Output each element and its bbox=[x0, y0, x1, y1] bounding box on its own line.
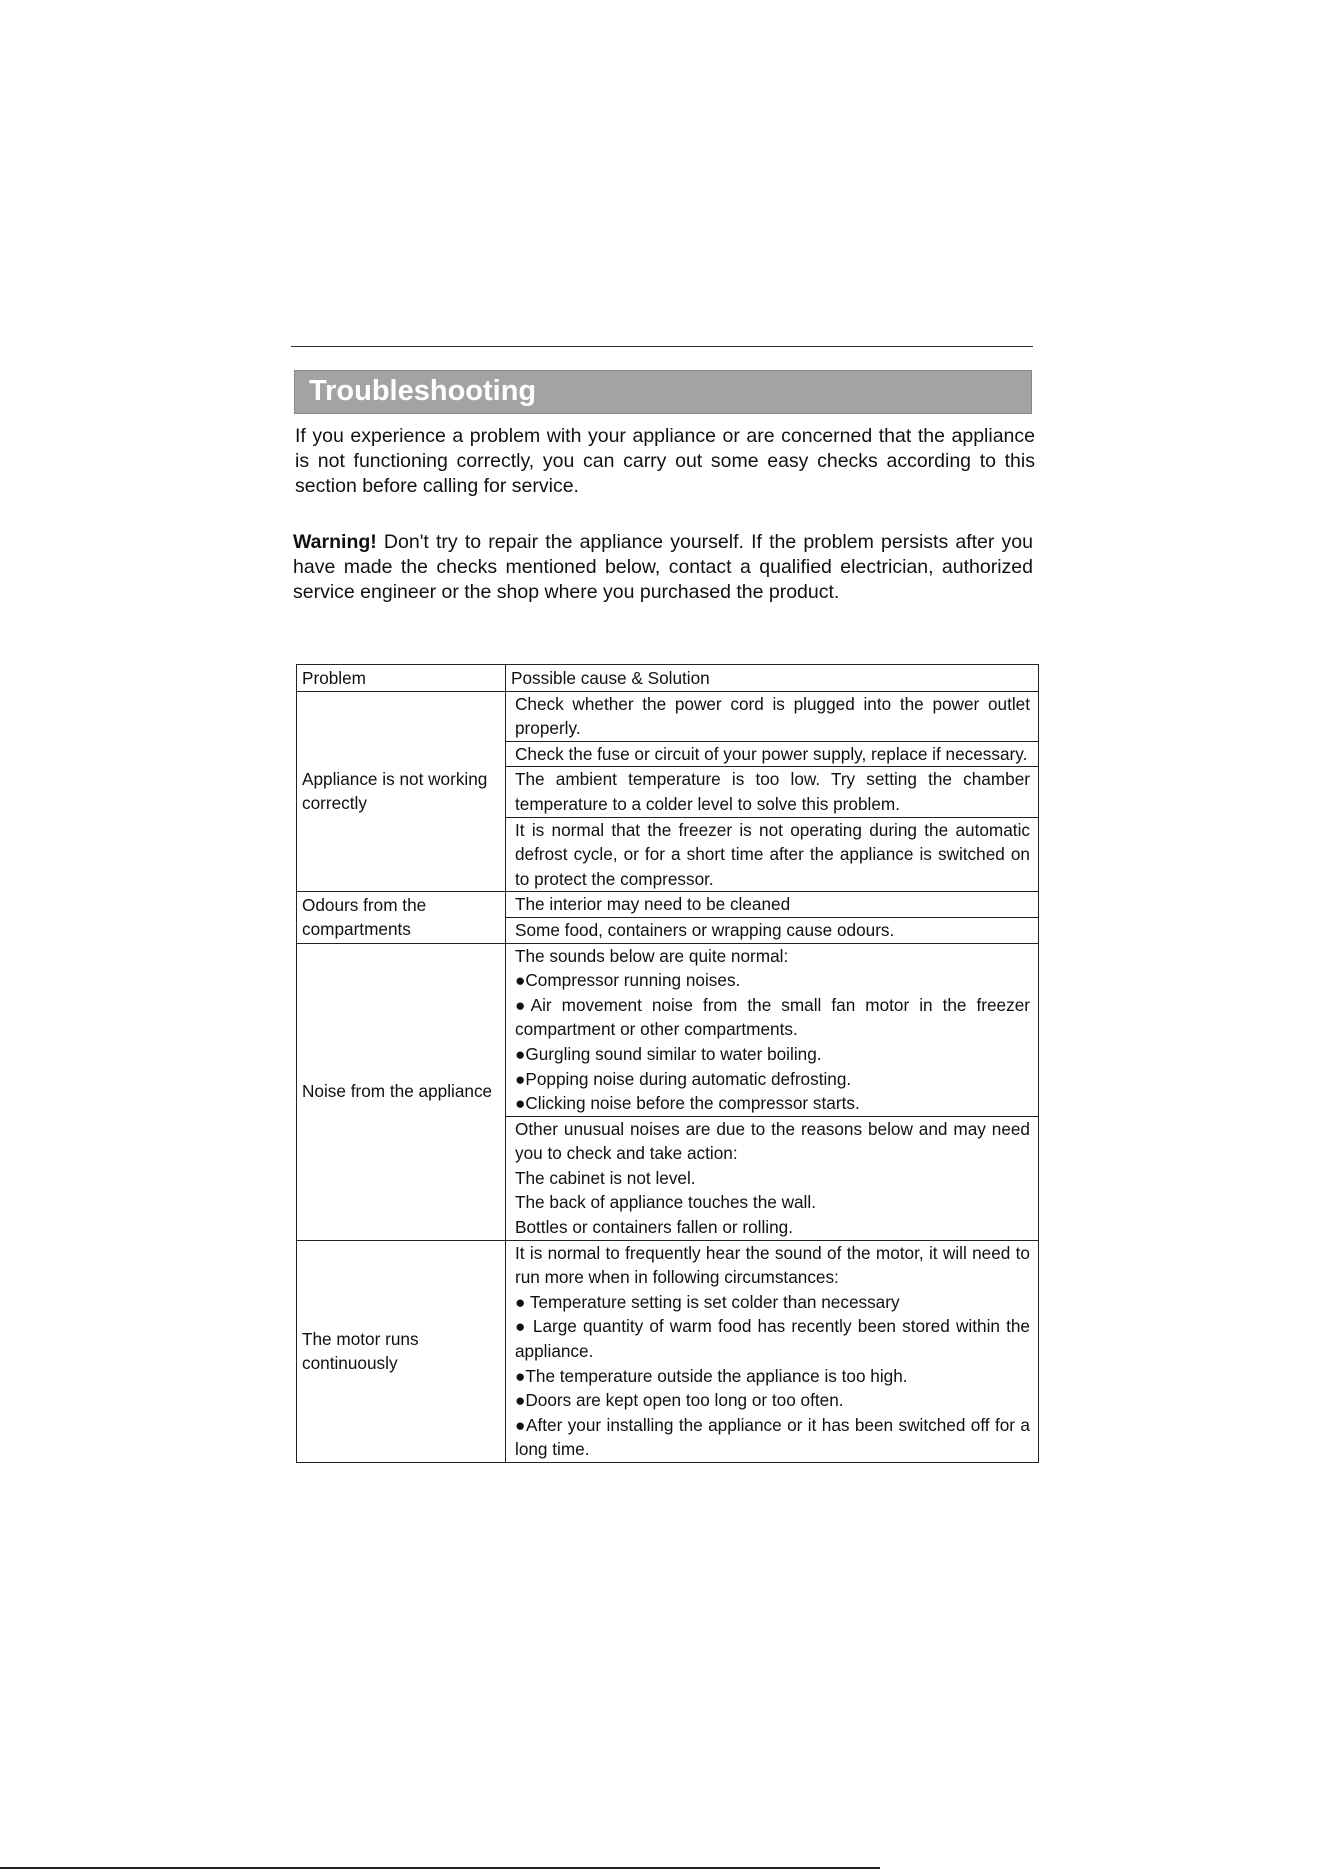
solution-cell bbox=[506, 917, 1039, 943]
solution-line: The back of appliance touches the wall. bbox=[515, 1192, 816, 1213]
solution-line: ●Air movement noise from the small fan motor in the freezer compartment or other compartments. bbox=[515, 994, 1030, 1040]
solution-line: The cabinet is not level. bbox=[515, 1167, 696, 1188]
solution-cell bbox=[506, 1116, 1039, 1240]
table-row bbox=[297, 1240, 1039, 1462]
table-body bbox=[297, 691, 1039, 1462]
solution-line: Bottles or containers fallen or rolling. bbox=[515, 1217, 794, 1238]
solution-cell bbox=[506, 741, 1039, 767]
solution-line: Check whether the power cord is plugged into the power outlet properly. bbox=[515, 693, 1030, 739]
problem-cell: Noise from the appliance bbox=[297, 943, 506, 1240]
section-title-bar bbox=[294, 370, 1032, 414]
solution-line: ●Doors are kept open too long or too often. bbox=[515, 1390, 844, 1411]
solution-line: It is normal that the freezer is not operating during the automatic defrost cycle, or for a short time after the appliance is switched on to protect the compressor. bbox=[515, 819, 1030, 889]
solution-line: The interior may need to be cleaned bbox=[515, 894, 791, 915]
solution-line: Some food, containers or wrapping cause odours. bbox=[515, 919, 895, 940]
solution-line: ●After your installing the appliance or it has been switched off for a long time. bbox=[515, 1414, 1030, 1460]
troubleshooting-table bbox=[296, 664, 1039, 1463]
solution-line: ●Compressor running noises. bbox=[515, 970, 741, 991]
header-problem: Problem bbox=[297, 665, 506, 692]
solution-line: It is normal to frequently hear the sound of the motor, it will need to run more when in following circumstances: bbox=[515, 1242, 1030, 1288]
solution-line: ●The temperature outside the appliance is too high. bbox=[515, 1365, 908, 1386]
solution-line: Check the fuse or circuit of your power supply, replace if necessary. bbox=[515, 743, 1028, 764]
solution-line: ●Popping noise during automatic defrosting. bbox=[515, 1068, 852, 1089]
solution-cell bbox=[506, 767, 1039, 817]
intro-paragraph: If you experience a problem with your appliance or are concerned that the appliance is not functioning correctly, you can carry out some easy checks according to this section before calling for service. bbox=[295, 425, 1035, 497]
top-divider bbox=[291, 346, 1033, 347]
solution-line: Other unusual noises are due to the reasons below and may need you to check and take action: bbox=[515, 1118, 1030, 1164]
warning-label: Warning! bbox=[293, 531, 377, 553]
table-row bbox=[297, 892, 1039, 918]
footer-divider bbox=[0, 1867, 880, 1869]
solution-cell bbox=[506, 943, 1039, 1116]
solution-line: The ambient temperature is too low. Try setting the chamber temperature to a colder level to solve this problem. bbox=[515, 769, 1030, 814]
problem-cell: Appliance is not working correctly bbox=[297, 691, 506, 892]
problem-cell: The motor runs continuously bbox=[297, 1240, 506, 1462]
warning-paragraph bbox=[293, 530, 1033, 604]
solution-line: The sounds below are quite normal: bbox=[515, 945, 789, 966]
table-header-row bbox=[297, 665, 1039, 692]
problem-cell: Odours from the compartments bbox=[297, 892, 506, 943]
solution-cell bbox=[506, 817, 1039, 892]
solution-cell bbox=[506, 1240, 1039, 1462]
solution-cell bbox=[506, 892, 1039, 918]
warning-text: Don't try to repair the appliance yourself. If the problem persists after you have made the checks mentioned below, contact a qualified electrician, authorized service engineer or the shop where you purchased the product. bbox=[293, 531, 1033, 603]
solution-cell bbox=[506, 691, 1039, 741]
solution-line: ● Large quantity of warm food has recently been stored within the appliance. bbox=[515, 1316, 1030, 1362]
page-title: Troubleshooting bbox=[309, 375, 537, 407]
header-solution: Possible cause & Solution bbox=[506, 665, 1039, 692]
table-row bbox=[297, 691, 1039, 741]
solution-line: ● Temperature setting is set colder than necessary bbox=[515, 1291, 900, 1312]
solution-line: ●Clicking noise before the compressor starts. bbox=[515, 1093, 860, 1114]
table-row bbox=[297, 943, 1039, 1116]
solution-line: ●Gurgling sound similar to water boiling. bbox=[515, 1043, 822, 1064]
